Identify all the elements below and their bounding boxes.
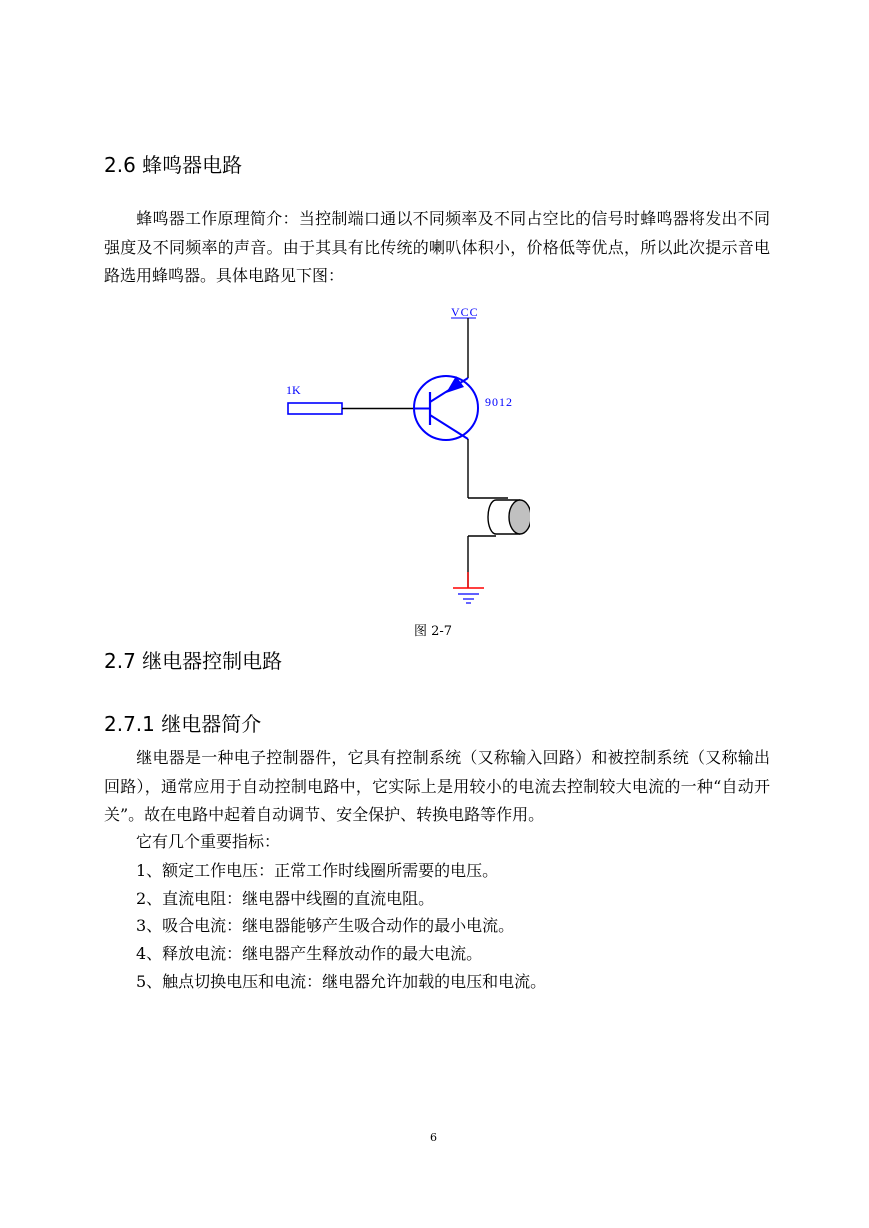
list-item: 2、直流电阻：继电器中线圈的直流电阻。 [136, 889, 435, 908]
page-number: 6 [430, 1131, 437, 1144]
section-heading-2-7-1: 2.7.1 继电器简介 [104, 712, 262, 736]
transistor-label: 9012 [485, 395, 513, 409]
resistor-symbol [288, 403, 342, 414]
relay-intro: 它有几个重要指标： [136, 832, 281, 851]
section-heading-2-7: 2.7 继电器控制电路 [104, 649, 283, 673]
buzzer-body-left [488, 500, 496, 534]
emitter-arrow [446, 376, 464, 393]
transistor-collector [430, 415, 468, 439]
buzzer-face [509, 500, 530, 534]
buzzer-paragraph [104, 205, 770, 291]
relay-paragraph-text: 继电器是一种电子控制器件，它具有控制系统（又称输入回路）和被控制系统（又称输出回路），通常应用于自动控制电路中，它实际上是用较小的电流去控制较大电流的一种“自动开关”。故在电路中起着自动调节、安全保护、转换电路等作用。 [104, 748, 770, 824]
buzzer-circuit-diagram [270, 300, 530, 610]
list-item: 1、额定工作电压：正常工作时线圈所需要的电压。 [136, 861, 499, 880]
section-heading-2-6: 2.6 蜂鸣器电路 [104, 153, 243, 177]
figure-caption: 图 2-7 [414, 624, 453, 639]
resistor-label: 1K [286, 383, 301, 397]
relay-paragraph [104, 744, 770, 830]
buzzer-paragraph-text: 蜂鸣器工作原理简介：当控制端口通以不同频率及不同占空比的信号时蜂鸣器将发出不同强度及不同频率的声音。由于其具有比传统的喇叭体积小，价格低等优点，所以此次提示音电路选用蜂鸣器。具体电路见下图： [104, 209, 770, 285]
list-item: 4、释放电流：继电器产生释放动作的最大电流。 [136, 944, 483, 963]
list-item: 5、触点切换电压和电流：继电器允许加载的电压和电流。 [136, 972, 547, 991]
list-item: 3、吸合电流：继电器能够产生吸合动作的最小电流。 [136, 916, 515, 935]
vcc-label: VCC [451, 305, 479, 319]
